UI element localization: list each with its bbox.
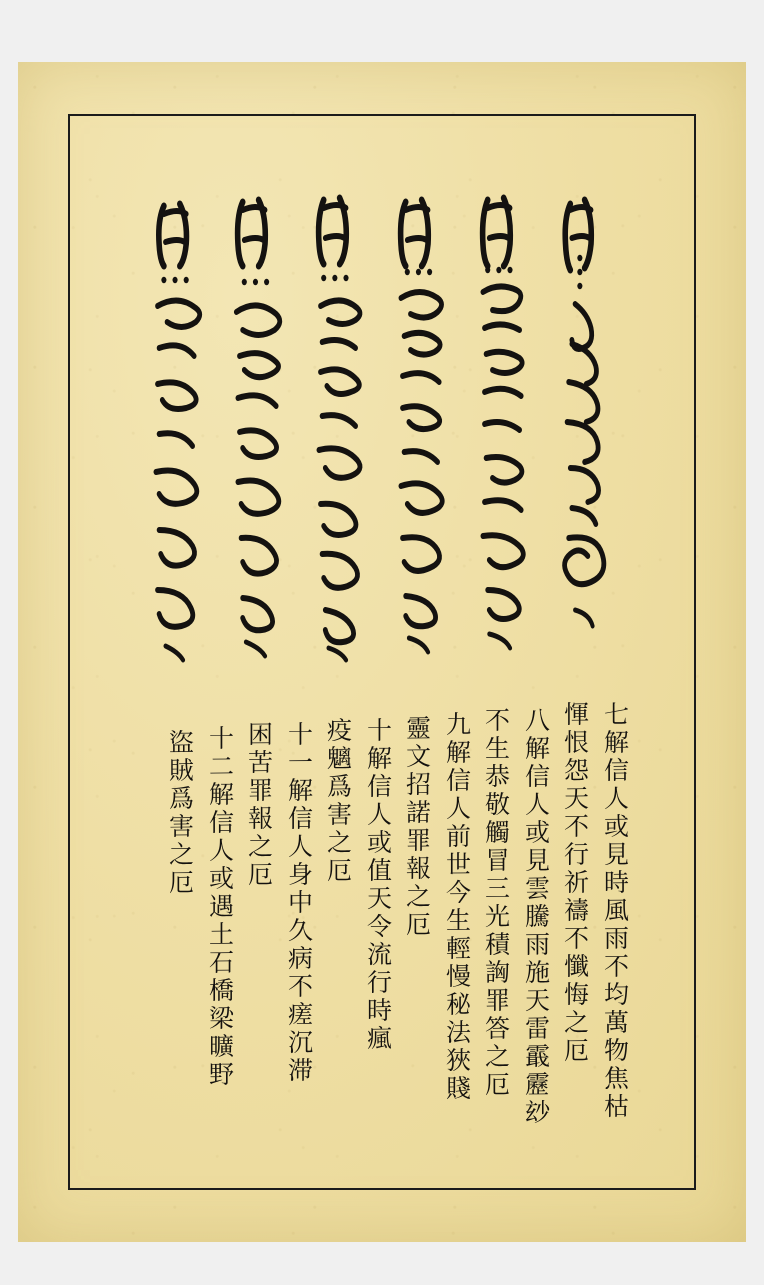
- chinese-text-block: [136, 701, 632, 1126]
- text-column-6: 靈文招諾罪報之厄: [402, 714, 432, 940]
- talisman-col-2: [467, 186, 543, 686]
- manuscript-page: [18, 62, 746, 1242]
- page-content: [70, 116, 694, 1188]
- text-column-10: 困苦罪報之厄: [244, 720, 274, 890]
- text-column-5: 九解信人前世今生輕慢秘法狹賤: [442, 710, 471, 1104]
- talisman-col-3: [385, 186, 461, 686]
- talisman-script-band: [140, 186, 624, 686]
- talisman-col-1: [548, 186, 624, 686]
- text-column-11: 十二解信人或遇土石橋梁曠野: [205, 724, 234, 1090]
- text-column-1: 七解信人或見時風雨不均萬物焦枯: [600, 700, 629, 1122]
- text-column-9: 十一解信人身中久病不瘥沉滞: [284, 720, 313, 1086]
- page-border-frame: [68, 114, 696, 1190]
- talisman-col-4: [303, 186, 379, 686]
- text-column-7: 十解信人或值天令流行時瘋: [363, 716, 392, 1054]
- text-column-2: 惲恨怨天不行祈禱不懺悔之厄: [560, 700, 590, 1066]
- text-column-12: 盜賊爲害之厄: [165, 728, 195, 898]
- text-column-3: 八解信人或見雲騰雨施天雷霵靂玅: [521, 706, 550, 1128]
- text-column-8: 疫魑爲害之厄: [323, 716, 353, 886]
- talisman-col-6: [140, 186, 216, 686]
- talisman-col-5: [222, 186, 298, 686]
- text-column-4: 不生恭敬觸冒三光積詾罪答之厄: [481, 706, 511, 1100]
